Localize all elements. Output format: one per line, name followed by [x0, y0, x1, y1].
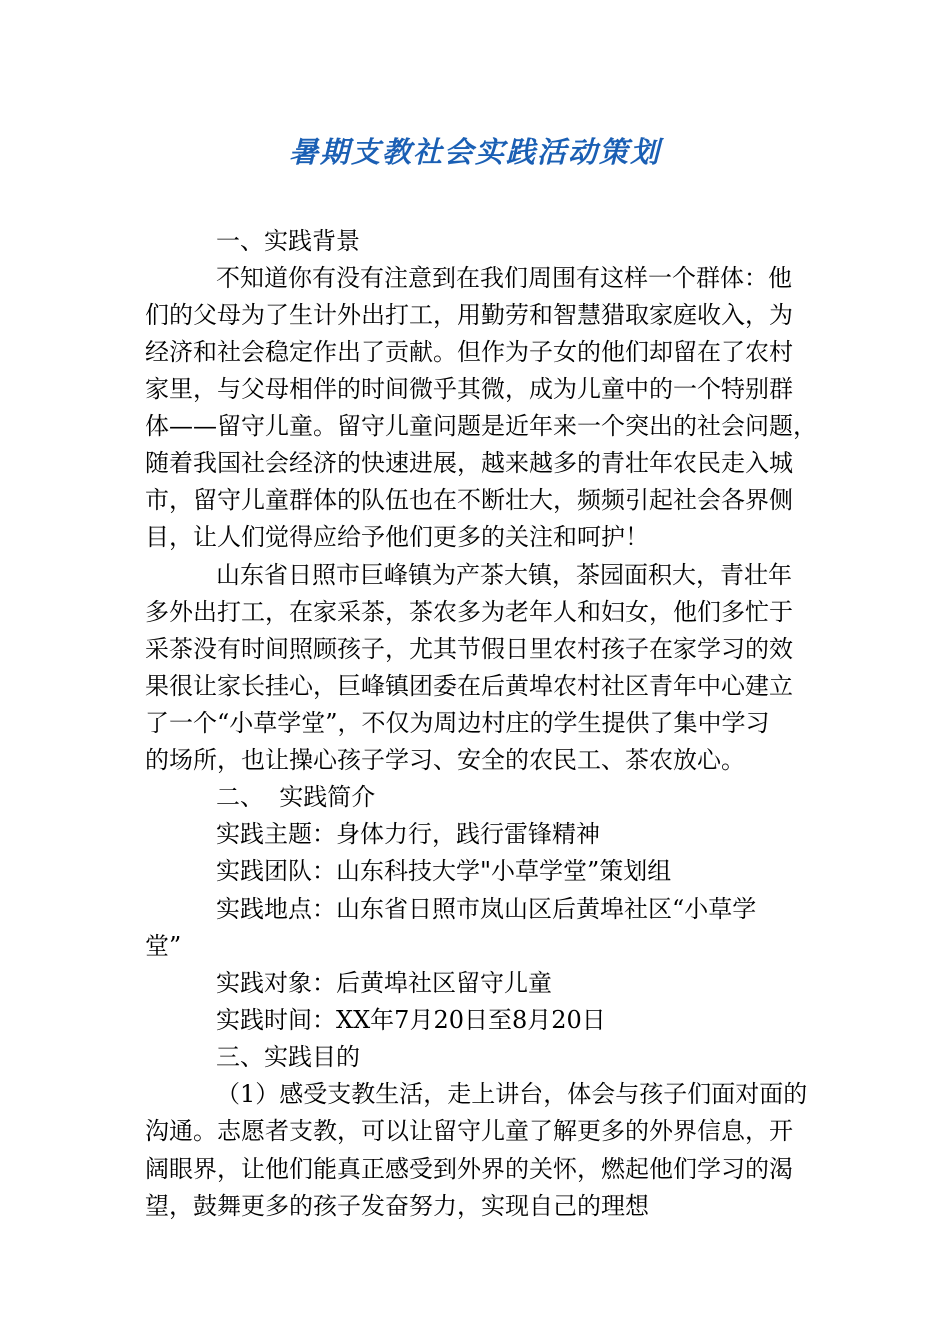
paragraph-line: 经济和社会稳定作出了贡献。但作为子女的他们却留在了农村	[145, 338, 793, 366]
heading-overview: 二、 实践简介	[216, 783, 376, 811]
info-time: 实践时间：XX年7月20日至8月20日	[216, 1006, 606, 1034]
paragraph-line: 随着我国社会经济的快速进展，越来越多的青壮年农民走入城	[145, 449, 793, 477]
paragraph-line: 阔眼界，让他们能真正感受到外界的关怀，燃起他们学习的渴	[145, 1155, 793, 1183]
paragraph-line: 望，鼓舞更多的孩子发奋努力，实现自己的理想	[145, 1192, 649, 1220]
info-location-cont: 堂”	[145, 932, 182, 960]
paragraph-line: 果很让家长挂心，巨峰镇团委在后黄埠农村社区青年中心建立	[145, 672, 793, 700]
info-theme: 实践主题：身体力行，践行雷锋精神	[216, 820, 600, 848]
paragraph-line: 了一个“小草学堂”，不仅为周边村庄的学生提供了集中学习	[145, 709, 770, 737]
heading-background: 一、实践背景	[216, 227, 360, 255]
document-title: 暑期支教社会实践活动策划	[288, 135, 661, 169]
paragraph-line: 采茶没有时间照顾孩子，尤其节假日里农村孩子在家学习的效	[145, 635, 793, 663]
paragraph-line: 沟通。志愿者支教，可以让留守儿童了解更多的外界信息，开	[145, 1117, 793, 1145]
paragraph-line: （1）感受支教生活，走上讲台，体会与孩子们面对面的	[216, 1080, 808, 1108]
info-target: 实践对象：后黄埠社区留守儿童	[216, 969, 552, 997]
paragraph-line: 体——留守儿童。留守儿童问题是近年来一个突出的社会问题，	[145, 412, 817, 440]
paragraph-line: 山东省日照市巨峰镇为产茶大镇，茶园面积大，青壮年	[216, 561, 792, 589]
heading-purpose: 三、实践目的	[216, 1043, 360, 1071]
paragraph-line: 市，留守儿童群体的队伍也在不断壮大，频频引起社会各界侧	[145, 486, 793, 514]
paragraph-line: 们的父母为了生计外出打工，用勤劳和智慧猎取家庭收入，为	[145, 301, 793, 329]
paragraph-line: 的场所，也让操心孩子学习、安全的农民工、茶农放心。	[145, 746, 745, 774]
paragraph-line: 不知道你有没有注意到在我们周围有这样一个群体：他	[216, 264, 792, 292]
paragraph-line: 目，让人们觉得应给予他们更多的关注和呵护！	[145, 523, 649, 551]
paragraph-line: 家里，与父母相伴的时间微乎其微，成为儿童中的一个特别群	[145, 375, 793, 403]
info-location: 实践地点：山东省日照市岚山区后黄埠社区“小草学	[216, 895, 757, 923]
paragraph-line: 多外出打工，在家采茶，茶农多为老年人和妇女，他们多忙于	[145, 598, 793, 626]
info-team: 实践团队：山东科技大学"小草学堂”策划组	[216, 857, 672, 885]
